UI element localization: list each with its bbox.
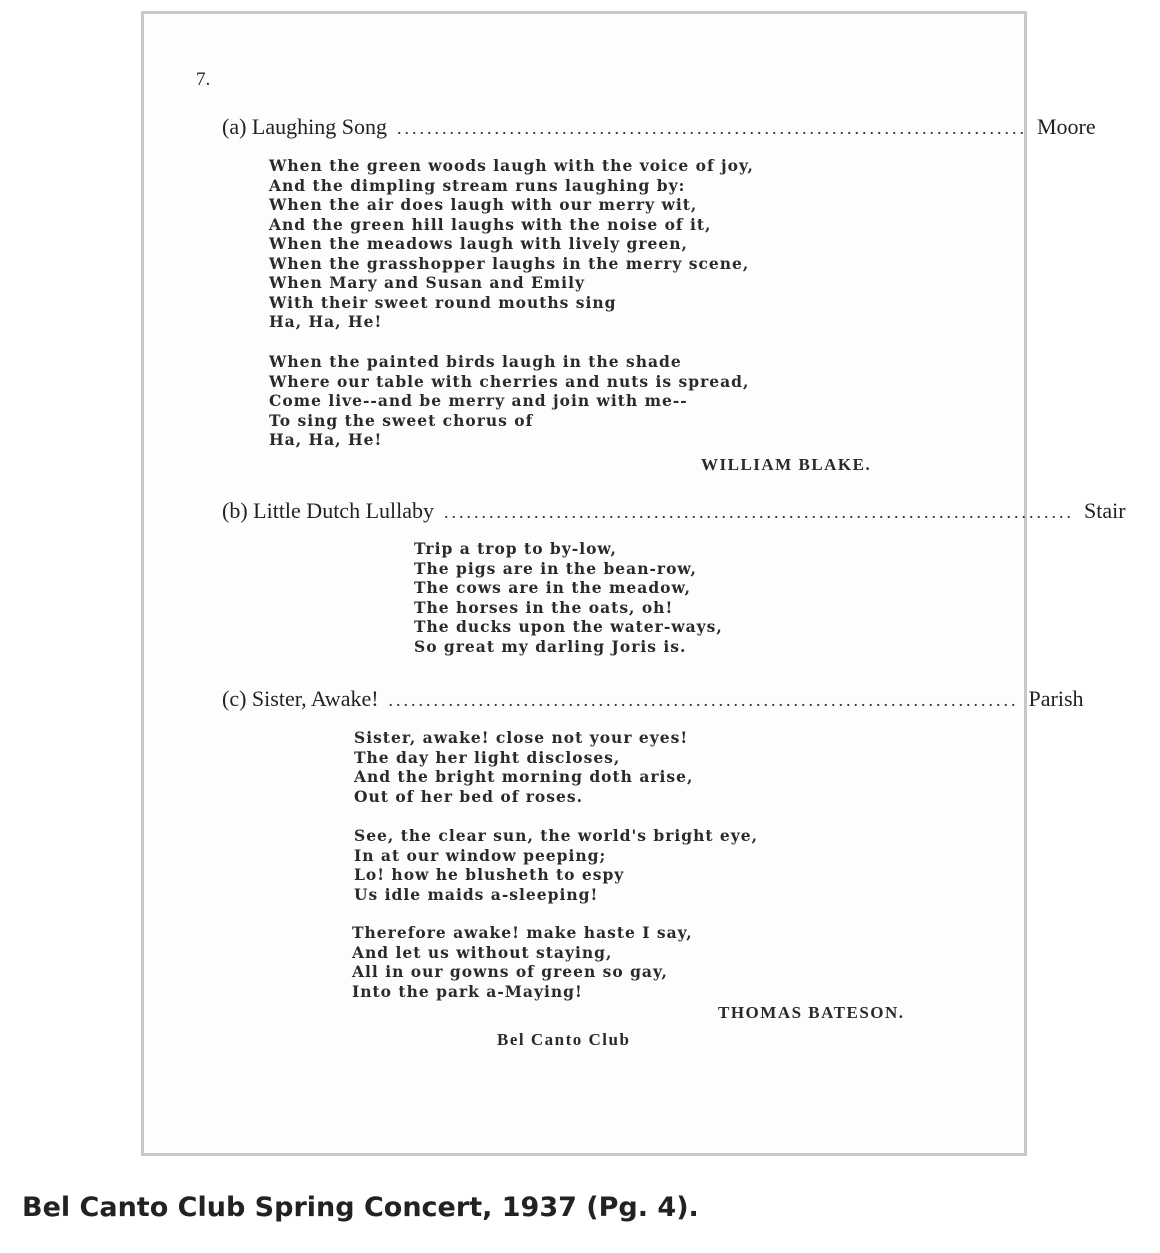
poem-author: WILLIAM BLAKE.: [701, 455, 872, 474]
lyric-line: Sister, awake! close not your eyes!: [354, 728, 689, 747]
lyric-line: Into the park a-Maying!: [352, 981, 583, 1001]
dot-leader: ....................................................................................: [396, 118, 1027, 138]
lyric-line: The horses in the oats, oh!: [414, 597, 674, 617]
lyric-line: To sing the sweet chorus of: [269, 410, 534, 430]
lyric-line: In at our window peeping;: [354, 845, 607, 865]
poem-author: THOMAS BATESON.: [718, 1003, 905, 1022]
lyric-line: Lo! how he blusheth to espy: [354, 865, 625, 884]
lyric-line: And the dimpling stream runs laughing by:: [269, 175, 686, 195]
performer-credit: Bel Canto Club: [497, 1030, 631, 1049]
lyric-line: Trip a trop to by-low,: [414, 539, 617, 558]
song-composer: Stair: [1084, 498, 1126, 523]
lyric-line: The cows are in the meadow,: [414, 578, 691, 597]
lyric-line: The ducks upon the water-ways,: [414, 617, 723, 636]
song-title-row-little-dutch-lullaby: [222, 498, 1126, 524]
lyric-line: See, the clear sun, the world's bright eye,: [354, 826, 759, 845]
lyric-line: And let us without staying,: [352, 942, 613, 962]
lyric-line: The pigs are in the bean-row,: [414, 558, 697, 578]
lyric-line: All in our gowns of green so gay,: [352, 962, 668, 981]
song-title: (c) Sister, Awake!: [222, 686, 379, 711]
lyric-line: So great my darling Joris is.: [414, 636, 687, 656]
lyrics-stanza: [354, 826, 758, 904]
lyric-line: Come live--and be merry and join with me--: [269, 391, 688, 410]
lyric-line: Ha, Ha, He!: [269, 430, 383, 449]
lyric-line: When the air does laugh with our merry wit,: [269, 195, 698, 214]
song-title: (a) Laughing Song: [222, 114, 387, 139]
lyric-line: With their sweet round mouths sing: [269, 292, 617, 312]
lyric-line: Us idle maids a-sleeping!: [354, 884, 599, 904]
song-composer: Moore: [1036, 114, 1096, 139]
lyric-line: When the meadows laugh with lively green,: [269, 234, 688, 253]
image-caption: Bel Canto Club Spring Concert, 1937 (Pg. 4).: [22, 1192, 699, 1223]
lyric-line: When Mary and Susan and Emily: [269, 273, 585, 292]
lyric-line: When the grasshopper laughs in the merry scene,: [269, 253, 750, 273]
lyric-line: When the painted birds laugh in the shade: [269, 352, 682, 371]
lyric-line: And the green hill laughs with the noise of it,: [269, 214, 712, 234]
lyric-line: Ha, Ha, He!: [269, 312, 383, 331]
song-title: (b) Little Dutch Lullaby: [222, 498, 434, 523]
lyric-line: When the green woods laugh with the voice of joy,: [269, 156, 754, 175]
dot-leader: ....................................................................................: [444, 502, 1074, 522]
lyrics-stanza: [269, 352, 749, 450]
song-composer: Parish: [1028, 686, 1084, 711]
lyric-line: Therefore awake! make haste I say,: [352, 923, 693, 942]
dot-leader: ....................................................................................: [388, 690, 1019, 710]
lyrics-stanza: [414, 539, 723, 656]
lyrics-stanza: [352, 923, 693, 1001]
lyrics-stanza: [269, 156, 754, 332]
lyric-line: Out of her bed of roses.: [354, 786, 583, 806]
program-page: [141, 11, 1126, 1156]
song-title-row-laughing-song: [222, 114, 1096, 140]
page-number: 7.: [196, 69, 211, 90]
lyric-line: The day her light discloses,: [354, 747, 621, 767]
lyric-line: And the bright morning doth arise,: [354, 767, 694, 786]
lyric-line: Where our table with cherries and nuts is spread,: [269, 371, 750, 391]
song-title-row-sister-awake: [222, 686, 1084, 712]
lyrics-stanza: [354, 728, 693, 806]
